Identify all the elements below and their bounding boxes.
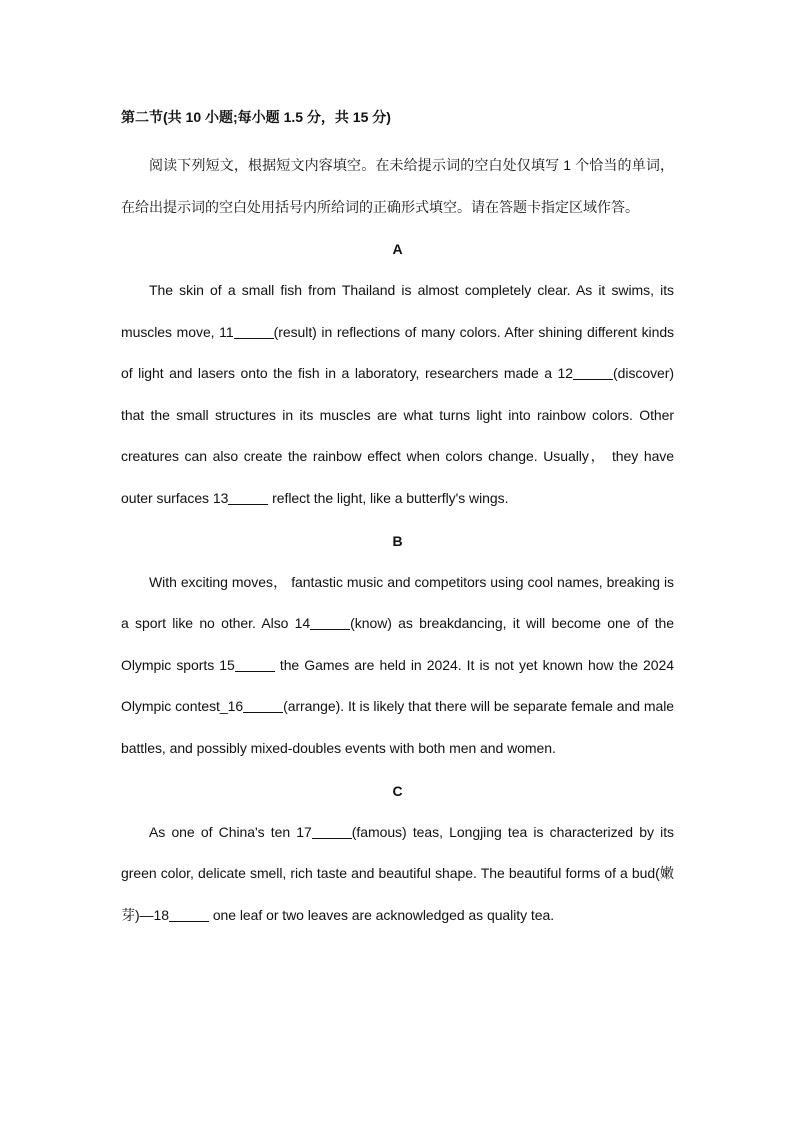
passage-b-text-2: (know) as breakdancing, it will become one of the Olympic sports 15 [121,615,674,673]
passage-c-body [121,812,674,937]
blank-18[interactable] [169,907,209,922]
passage-b-text-4: (arrange). It is likely that there will be separate female and male battles, and possibly mixed-doubles events with both men and women. [121,698,674,756]
passage-b-text-1: With exciting moves， fantastic music and competitors using cool names, breaking is a sport like no other. Also 14 [121,573,674,632]
section-heading: 第二节(共 10 小题;每小题 1.5 分，共 15 分) [121,109,391,125]
passage-c-label: C [392,782,403,799]
passage-a-text-2: (result) in reflections of many colors. After shining different kinds of light and lasers onto the fish in a laboratory, researchers made a 12 [121,323,675,382]
section-instructions: 阅读下列短文，根据短文内容填空。在未给提示词的空白处仅填写 1 个恰当的单词，在给出提示词的空白处用括号内所给词的正确形式填空。请在答题卡指定区域作答。 [121,157,674,215]
blank-16[interactable] [243,698,283,713]
passage-b-body [121,562,674,770]
passage-a-body [121,270,674,520]
passage-c-text-2: (famous) teas, Longjing tea is characterized by its green color, delicate smell, rich taste and beautiful shape. The beautiful forms of a bud(嫩芽)—18 [121,823,674,923]
passage-c-text-1: As one of China's ten 17 [149,823,312,840]
passage-a-text-3: (discover) that the small structures in its muscles are what turns light into rainbow colors. Other creatures can also create the rainbow effect when colors change. Usually， they have outer surfaces 13 [121,365,674,506]
blank-13[interactable] [228,490,268,505]
passage-b-label: B [392,532,403,549]
blank-17[interactable] [312,824,352,839]
passage-a-text-4: reflect the light, like a butterfly's wings. [268,489,509,506]
blank-11[interactable] [234,324,274,339]
passage-b-text-3: the Games are held in 2024. It is not yet known how the 2024 Olympic contest_16 [121,656,674,715]
blank-15[interactable] [235,657,275,672]
passage-a-text-1: The skin of a small fish from Thailand is almost completely clear. As it swims, its muscles move, 11 [121,282,674,340]
passage-c-text-3: one leaf or two leaves are acknowledged as quality tea. [208,906,555,923]
page-content [121,102,674,936]
blank-14[interactable] [310,615,350,630]
passage-a-label: A [392,241,403,257]
blank-12[interactable] [573,365,613,380]
